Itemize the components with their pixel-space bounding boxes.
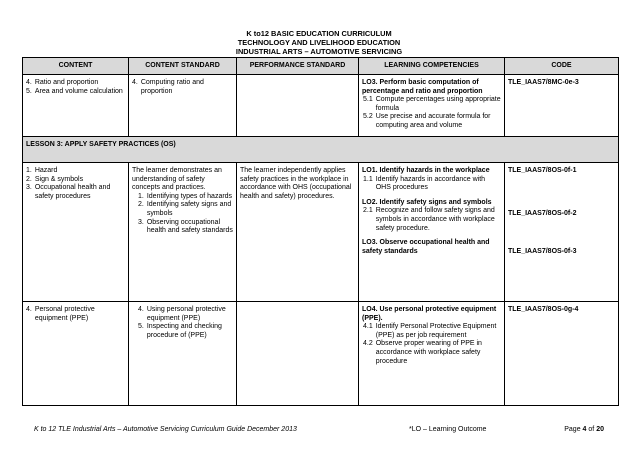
col-header-content-standard: CONTENT STANDARD <box>129 58 237 75</box>
learning-competencies-cell <box>359 75 505 137</box>
performance-standard-cell <box>237 75 359 137</box>
learning-competencies-cell <box>359 163 505 302</box>
lo-title: LO4. Use personal protective equipment (PPE). <box>362 306 497 322</box>
footer-lo-note: *LO – Learning Outcome <box>409 426 487 433</box>
code-cell: TLE_IAAS7/8MC-0e-3 <box>505 75 619 137</box>
list-item: 1.1 Identify hazards in accordance with OHS procedures <box>363 175 486 192</box>
document-header <box>0 29 638 57</box>
performance-standard-cell <box>237 302 359 406</box>
content-standard-cell <box>129 163 237 302</box>
code-cell <box>505 163 619 302</box>
page-footer <box>34 426 604 433</box>
footer-guide-title: K to 12 TLE Industrial Arts – Automotive Servicing Curriculum Guide December 2013 <box>34 426 297 433</box>
lesson-title: LESSON 3: APPLY SAFETY PRACTICES (OS) <box>23 137 619 163</box>
list-item: 4. Using personal protective equipment (PPE) <box>138 306 226 322</box>
table-row <box>23 75 619 137</box>
list-item: 2. Sign & symbols <box>26 175 84 183</box>
col-header-code: CODE <box>505 58 619 75</box>
list-item: 2.1 Recognize and follow safety signs and symbols in accordance with workplace safety procedure. <box>363 207 495 232</box>
header-line-2: TECHNOLOGY AND LIVELIHOOD EDUCATION <box>237 38 401 48</box>
list-item: 3. Observing occupational health and safety standards <box>138 218 233 235</box>
content-cell <box>23 302 129 406</box>
learning-competencies-cell <box>359 302 505 406</box>
code-cell: TLE_IAAS7/8OS-0g-4 <box>505 302 619 406</box>
lesson-row <box>23 137 619 163</box>
lo-title: LO3. Perform basic computation of percentage and ratio and proportion <box>362 79 483 95</box>
list-item: 5.1 Compute percentages using appropriate formula <box>363 96 501 112</box>
page-number: Page 4 of 20 <box>564 426 604 433</box>
content-standard-intro: The learner demonstrates an understanding of safety concepts and practices. <box>132 167 222 192</box>
header-line-1: K to12 BASIC EDUCATION CURRICULUM <box>246 29 392 38</box>
table-row <box>23 302 619 406</box>
code-value: TLE_IAAS7/8OS-0f-1 <box>508 167 577 174</box>
content-standard-cell <box>129 75 237 137</box>
content-standard-cell <box>129 302 237 406</box>
col-header-performance-standard: PERFORMANCE STANDARD <box>237 58 359 75</box>
list-item: 4. Ratio and proportion <box>26 79 99 86</box>
lo-title: LO2. Identify safety signs and symbols <box>362 198 492 206</box>
code-value: TLE_IAAS7/8OS-0f-2 <box>508 209 577 217</box>
table-row <box>23 163 619 302</box>
curriculum-table <box>22 57 619 406</box>
list-item: 5.2 Use precise and accurate formula for computing area and volume <box>363 113 491 129</box>
content-cell <box>23 163 129 302</box>
table-header-row <box>23 58 619 75</box>
list-item: 4. Personal protective equipment (PPE) <box>26 306 95 322</box>
list-item: 3. Occupational health and safety procedures <box>26 184 111 200</box>
content-cell <box>23 75 129 137</box>
list-item: 5. Area and volume calculation <box>26 87 123 95</box>
list-item: 5. Inspecting and checking procedure of (PPE) <box>138 323 222 339</box>
performance-standard-cell: The learner independently applies safety practices in the workplace in accordance with OHS (occupational health and safety) procedures. <box>237 163 359 302</box>
header-line-3: INDUSTRIAL ARTS – AUTOMOTIVE SERVICING <box>235 47 403 57</box>
col-header-content: CONTENT <box>23 58 129 75</box>
lo-title: LO3. Observe occupational health and safety standards <box>362 239 490 255</box>
list-item: 4. Computing ratio and proportion <box>132 79 204 95</box>
list-item: 1. Hazard <box>26 167 58 174</box>
col-header-learning-competencies: LEARNING COMPETENCIES <box>359 58 505 75</box>
list-item: 2. Identifying safety signs and symbols <box>138 201 232 217</box>
list-item: 4.1 Identify Personal Protective Equipment (PPE) as per job requirement <box>363 323 497 339</box>
code-value: TLE_IAAS7/8OS-0f-3 <box>508 248 577 256</box>
list-item: 4.2 Observe proper wearing of PPE in accordance with workplace safety procedure <box>363 340 482 365</box>
list-item: 1. Identifying types of hazards <box>138 192 233 200</box>
lo-title: LO1. Identify hazards in the workplace <box>362 167 490 174</box>
